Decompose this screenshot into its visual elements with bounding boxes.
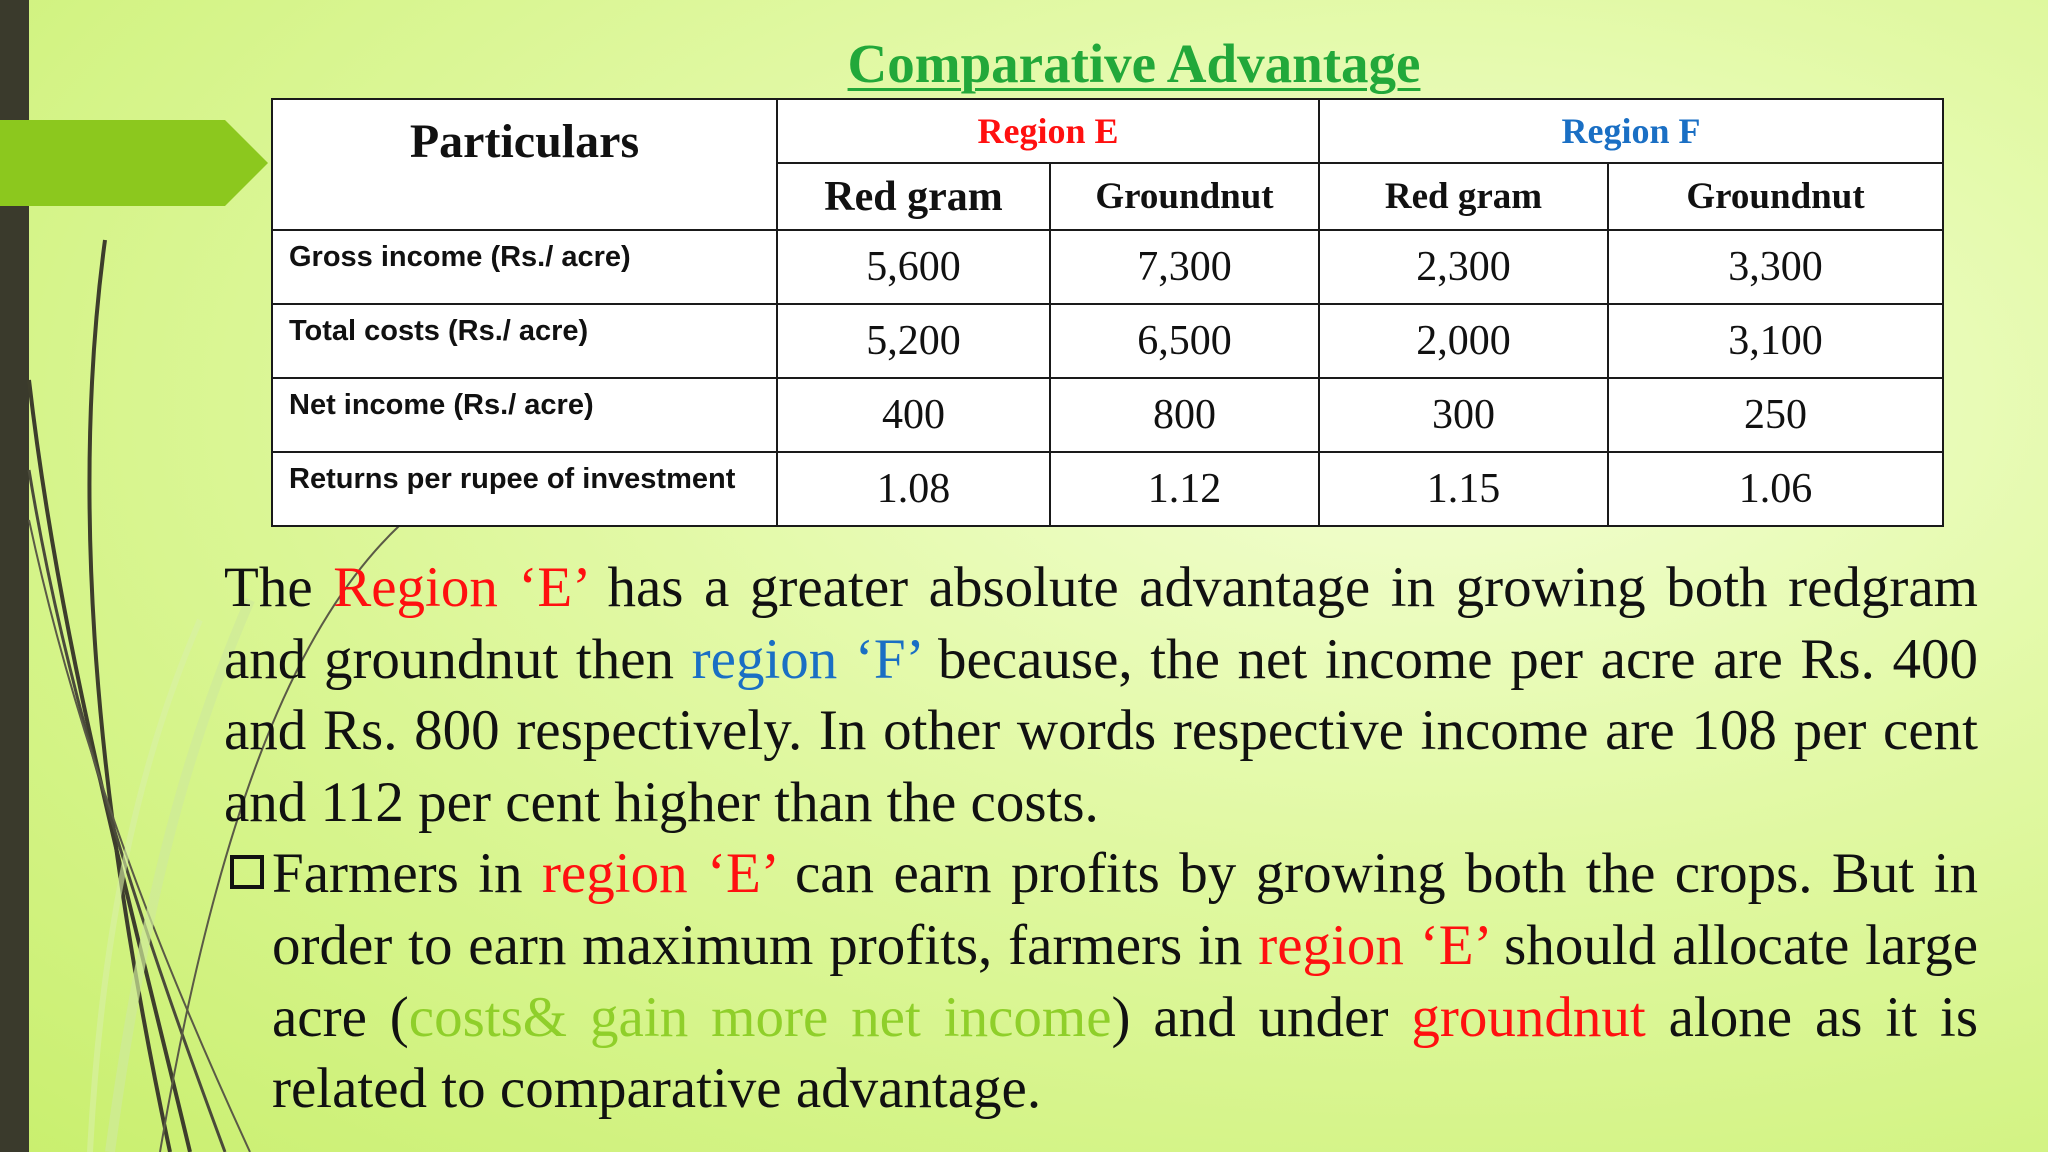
crop-header-e-redgram: Red gram — [777, 163, 1050, 230]
table-cell: 3,300 — [1608, 230, 1943, 304]
region-e-highlight: region ‘E’ — [541, 842, 776, 906]
region-e-highlight: region ‘E’ — [1258, 913, 1489, 977]
table-cell: 6,500 — [1050, 304, 1319, 378]
row-label: Gross income (Rs./ acre) — [272, 230, 777, 304]
crop-header-f-groundnut: Groundnut — [1608, 163, 1943, 230]
bullet-text — [272, 838, 1978, 1124]
table-cell: 3,100 — [1608, 304, 1943, 378]
table-cell: 1.08 — [777, 452, 1050, 526]
region-f-header: Region F — [1319, 99, 1943, 163]
slide-title: Comparative Advantage — [847, 33, 1421, 94]
table-row — [272, 378, 1943, 452]
table-cell: 1.12 — [1050, 452, 1319, 526]
table-cell: 7,300 — [1050, 230, 1319, 304]
table-cell: 5,200 — [777, 304, 1050, 378]
groundnut-highlight: groundnut — [1411, 985, 1646, 1049]
region-e-header: Region E — [777, 99, 1319, 163]
row-label: Net income (Rs./ acre) — [272, 378, 777, 452]
region-f-highlight: region ‘F’ — [691, 627, 921, 691]
table-cell: 2,000 — [1319, 304, 1608, 378]
row-label: Total costs (Rs./ acre) — [272, 304, 777, 378]
crop-header-e-groundnut: Groundnut — [1050, 163, 1319, 230]
explanation-paragraph — [224, 552, 1978, 838]
hollow-square-bullet-icon — [230, 855, 264, 889]
particulars-header: Particulars — [272, 99, 777, 230]
green-highlight: costs& gain more net income — [408, 985, 1112, 1049]
table-cell: 5,600 — [777, 230, 1050, 304]
row-label: Returns per rupee of investment — [272, 452, 777, 526]
table-row — [272, 304, 1943, 378]
comparison-table — [271, 98, 1944, 527]
table-cell: 1.15 — [1319, 452, 1608, 526]
text-run: The — [224, 556, 334, 619]
crop-header-f-redgram: Red gram — [1319, 163, 1608, 230]
text-run: has a greater absolute advantage in growing both redgram and groundnut then — [224, 556, 1978, 691]
text-run: alone as it is related to comparative advantage. — [272, 985, 1979, 1121]
table-cell: 250 — [1608, 378, 1943, 452]
text-run: should allocate large acre ( — [272, 913, 1978, 1049]
table-row — [272, 230, 1943, 304]
text-run: because, the net income per acre are Rs. 400 and Rs. 800 respectively. In other words respective income are 108 per cent and 112 per cent higher than the costs. — [224, 627, 1978, 834]
green-arrow-tab-icon — [0, 120, 270, 206]
table-cell: 400 — [777, 378, 1050, 452]
region-e-highlight: Region ‘E’ — [333, 556, 587, 619]
table-cell: 1.06 — [1608, 452, 1943, 526]
table-row — [272, 452, 1943, 526]
table-cell: 300 — [1319, 378, 1608, 452]
bullet-item — [224, 838, 1978, 1124]
text-run: ) and under — [1111, 985, 1412, 1049]
table-cell: 2,300 — [1319, 230, 1608, 304]
slide-body — [224, 552, 1978, 1125]
table-cell: 800 — [1050, 378, 1319, 452]
text-run: can earn profits by growing both the crops. But in order to earn maximum profits, farmers in — [272, 842, 1979, 977]
text-run: Farmers in — [272, 842, 542, 906]
